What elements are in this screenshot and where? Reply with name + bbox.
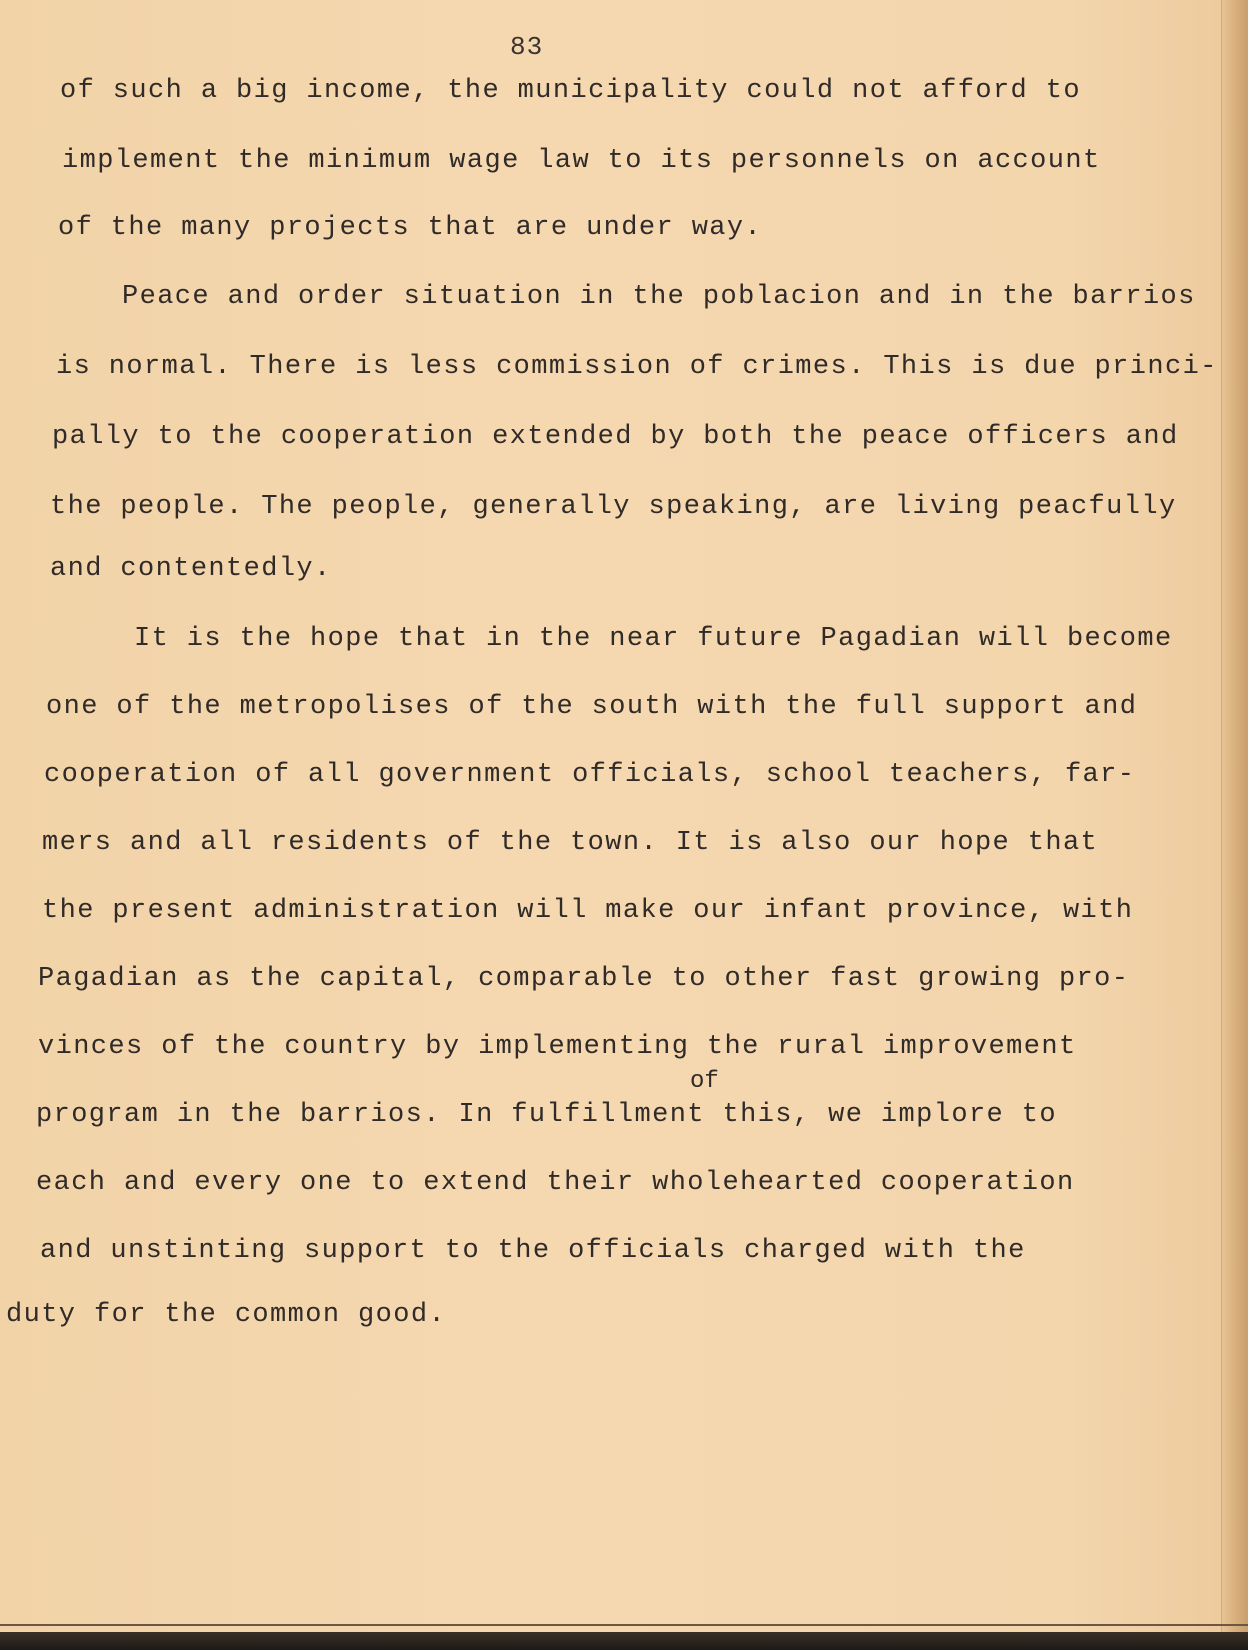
text-line-9: It is the hope that in the near future Pagadian will become bbox=[134, 624, 1173, 654]
text-line-2: implement the minimum wage law to its personnels on account bbox=[62, 146, 1101, 176]
text-line-6: pally to the cooperation extended by both the peace officers and bbox=[52, 422, 1179, 452]
bottom-shadow bbox=[0, 1632, 1248, 1650]
text-line-7: the people. The people, generally speaking, are living peacfully bbox=[50, 492, 1177, 522]
text-line-12: mers and all residents of the town. It is also our hope that bbox=[42, 828, 1099, 858]
text-line-17: each and every one to extend their wholehearted cooperation bbox=[36, 1168, 1075, 1198]
text-line-3: of the many projects that are under way. bbox=[58, 213, 763, 243]
text-line-4: Peace and order situation in the poblacion and in the barrios bbox=[122, 282, 1196, 312]
text-line-13: the present administration will make our infant province, with bbox=[42, 896, 1134, 926]
text-line-19: duty for the common good. bbox=[6, 1300, 447, 1330]
text-line-16: program in the barrios. In fulfillment this, we implore to bbox=[36, 1100, 1057, 1130]
text-line-18: and unstinting support to the officials charged with the bbox=[40, 1236, 1026, 1266]
text-line-5: is normal. There is less commission of crimes. This is due princi- bbox=[56, 352, 1218, 382]
text-line-14: Pagadian as the capital, comparable to other fast growing pro- bbox=[38, 964, 1130, 994]
text-line-8: and contentedly. bbox=[50, 554, 332, 584]
page-edge bbox=[1221, 0, 1248, 1650]
text-line-15: vinces of the country by implementing the rural improvement bbox=[38, 1032, 1077, 1062]
handwritten-insert: of bbox=[690, 1068, 719, 1095]
text-line-1: of such a big income, the municipality could not afford to bbox=[60, 76, 1081, 106]
bottom-rule bbox=[0, 1624, 1248, 1626]
text-line-10: one of the metropolises of the south with the full support and bbox=[46, 692, 1138, 722]
page-number: 83 bbox=[510, 32, 544, 62]
text-line-11: cooperation of all government officials, school teachers, far- bbox=[44, 760, 1136, 790]
